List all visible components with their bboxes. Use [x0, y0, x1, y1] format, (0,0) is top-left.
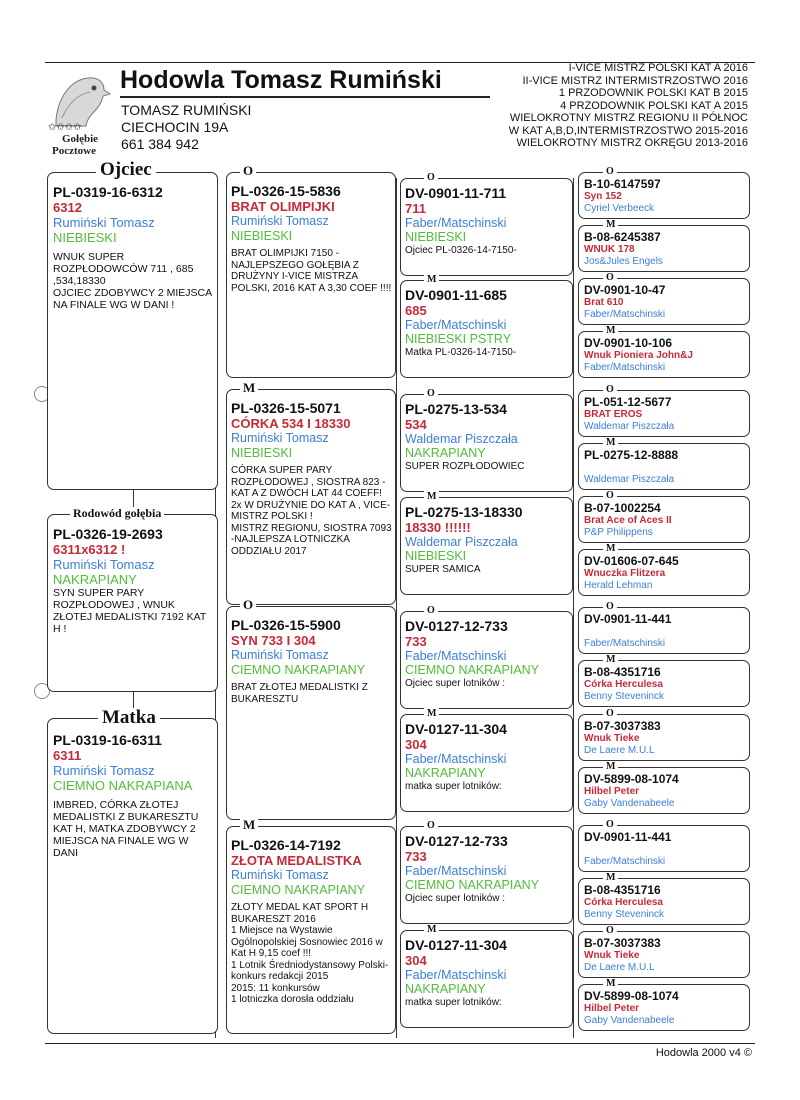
gen4-name: Syn 152: [584, 191, 622, 202]
gen4-breeder: Waldemar Piszczała: [584, 421, 675, 432]
achievement-line: II-VICE MISTRZ INTERMISTRZOSTWO 2016: [522, 74, 748, 87]
great-grandparent-notes: SUPER SAMICA: [405, 564, 481, 575]
grandparent-breeder: Rumiński Tomasz: [231, 868, 329, 882]
grandparent-notes: BRAT OLIMPIJKI 7150 - NAJLEPSZEGO GOŁĘBIA Z DRUŻYNY I-VICE MISTRZA POLSKI, 2016 KAT A 3,30 COEF !!!!: [231, 248, 392, 294]
gen4-breeder: De Laere M.U.L: [584, 745, 655, 756]
great-grandparent-sex-label: O: [424, 605, 438, 616]
gen4-sex-label: O: [603, 384, 617, 395]
gen4-card[interactable]: [578, 172, 750, 219]
grandparent-color: NIEBIESKI: [231, 446, 293, 460]
gen4-name: Córka Herculesa: [584, 679, 663, 690]
gen4-breeder: Gaby Vandenabeele: [584, 1015, 675, 1026]
gen4-ring: B-10-6147597: [584, 177, 661, 191]
grandparent-breeder: Rumiński Tomasz: [231, 431, 329, 445]
great-grandparent-notes: Ojciec super lotników :: [405, 893, 506, 904]
gen4-card[interactable]: [578, 714, 750, 761]
grandparent-name: BRAT OLIMPIJKI: [231, 199, 335, 214]
grandparent-name: ZŁOTA MEDALISTKA: [231, 853, 362, 868]
gen4-card[interactable]: [578, 443, 750, 490]
great-grandparent-card[interactable]: [400, 611, 573, 709]
gen4-name: Brat 610: [584, 297, 624, 308]
gen-connector-2: [396, 178, 397, 1038]
grandparent-color: NIEBIESKI: [231, 229, 293, 243]
gen4-breeder: Jos&Jules Engels: [584, 256, 663, 267]
gen4-sex-label: O: [603, 601, 617, 612]
gen4-card[interactable]: [578, 878, 750, 925]
great-grandparent-color: NIEBIESKI PSTRY: [405, 332, 512, 346]
great-grandparent-sex-label: M: [424, 491, 439, 502]
gen4-card[interactable]: [578, 390, 750, 437]
gen4-ring: PL-051-12-5677: [584, 395, 672, 409]
great-grandparent-ring: DV-0127-11-304: [405, 721, 507, 737]
gen4-name: [584, 844, 746, 856]
great-grandparent-color: CIEMNO NAKRAPIANY: [405, 663, 540, 677]
gen4-card[interactable]: [578, 225, 750, 272]
gen4-name: Hilbel Peter: [584, 1003, 640, 1014]
gen4-breeder: Faber/Matschinski: [584, 856, 666, 867]
achievement-line: 1 PRZODOWNIK POLSKI KAT B 2015: [558, 87, 748, 99]
great-grandparent-breeder: Faber/Matschinski: [405, 968, 507, 982]
gen4-ring: DV-5899-08-1074: [584, 772, 679, 786]
great-grandparent-card[interactable]: [400, 178, 573, 276]
gen4-name: Wnuk Tieke: [584, 950, 640, 961]
grandparent-sex-label: M: [240, 819, 258, 830]
great-grandparent-breeder: Faber/Matschinski: [405, 864, 507, 878]
footer-rule: [45, 1043, 755, 1044]
achievement-line: I-VICE MISTRZ POLSKI KAT A 2016: [568, 62, 748, 74]
great-grandparent-name: 534: [405, 417, 427, 432]
subject-color: NAKRAPIANY: [53, 572, 137, 587]
gen4-breeder: Gaby Vandenabeele: [584, 798, 675, 809]
mother-label: Matka: [98, 708, 160, 728]
great-grandparent-breeder: Waldemar Piszczała: [405, 535, 518, 549]
gen4-breeder: Faber/Matschinski: [584, 309, 666, 320]
great-grandparent-color: NAKRAPIANY: [405, 982, 486, 996]
grandparent-sex-label: O: [240, 599, 256, 610]
logo-stars: ✩✩✩✩: [48, 122, 82, 133]
gen4-ring: DV-0901-11-441: [584, 612, 672, 626]
logo-line-1: Gołębie: [62, 133, 99, 145]
logo-text: [52, 133, 99, 157]
gen4-ring: B-07-3037383: [584, 719, 661, 733]
great-grandparent-notes: matka super lotników:: [405, 781, 502, 792]
achievement-line: WIELOKROTNY MISTRZ OKRĘGU 2013-2016: [516, 137, 748, 149]
gen4-card[interactable]: [578, 331, 750, 378]
father-card[interactable]: [47, 172, 218, 490]
great-grandparent-breeder: Faber/Matschinski: [405, 216, 507, 230]
gen4-card[interactable]: [578, 607, 750, 654]
gen4-sex-label: O: [603, 925, 617, 936]
great-grandparent-notes: matka super lotników:: [405, 997, 502, 1008]
great-grandparent-name: 685: [405, 303, 427, 318]
great-grandparent-name: 304: [405, 737, 427, 752]
gen4-ring: DV-5899-08-1074: [584, 989, 679, 1003]
grandparent-color: CIEMNO NAKRAPIANY: [231, 883, 366, 897]
gen4-breeder: De Laere M.U.L: [584, 962, 655, 973]
gen4-sex-label: M: [603, 761, 618, 772]
gen4-ring: PL-0275-12-8888: [584, 448, 679, 462]
great-grandparent-notes: SUPER ROZPŁODOWIEC: [405, 461, 525, 472]
grandparent-card[interactable]: [226, 172, 396, 378]
subject-card[interactable]: [47, 514, 218, 692]
grandparent-ring: PL-0326-14-7192: [231, 837, 341, 853]
father-color: NIEBIESKI: [53, 230, 117, 245]
gen4-ring: B-08-4351716: [584, 883, 661, 897]
mother-color: CIEMNO NAKRAPIANA: [53, 778, 193, 793]
gen4-name: Wnuk Tieke: [584, 733, 640, 744]
great-grandparent-ring: DV-0127-12-733: [405, 833, 508, 849]
owner-name: TOMASZ RUMIŃSKI: [121, 102, 252, 118]
page-title: Hodowla Tomasz Rumiński: [120, 66, 442, 94]
great-grandparent-name: 733: [405, 634, 427, 649]
great-grandparent-name: 711: [405, 201, 426, 216]
great-grandparent-notes: Ojciec PL-0326-14-7150-: [405, 245, 517, 256]
subject-breeder: Rumiński Tomasz: [53, 557, 155, 572]
gen4-name: Brat Ace of Aces II: [584, 515, 672, 526]
great-grandparent-card[interactable]: [400, 930, 573, 1028]
grandparent-name: CÓRKA 534 I 18330: [231, 416, 351, 431]
great-grandparent-sex-label: O: [424, 172, 438, 183]
great-grandparent-ring: PL-0275-13-18330: [405, 504, 523, 520]
great-grandparent-sex-label: M: [424, 708, 439, 719]
subject-notes: SYN SUPER PARY ROZPŁODOWEJ , WNUK ZŁOTEJ MEDALISTKI 7192 KAT H !: [53, 587, 207, 635]
gen4-card[interactable]: [578, 549, 750, 596]
gen4-ring: B-07-3037383: [584, 936, 661, 950]
grandparent-ring: PL-0326-15-5900: [231, 617, 341, 633]
gen4-ring: B-07-1002254: [584, 501, 661, 515]
grandparent-ring: PL-0326-15-5071: [231, 400, 341, 416]
gen4-sex-label: M: [603, 543, 618, 554]
owner-phone: 661 384 942: [121, 136, 199, 152]
gen4-name: [584, 462, 746, 474]
gen4-card[interactable]: [578, 278, 750, 325]
grandparent-notes: ZŁOTY MEDAL KAT SPORT H BUKARESZT 2016 1 Miejsce na Wystawie Ogólnopolskiej Sosnowiec 2016 w Kat H 9,15 coef !!! 1 Lotnik Średniodystansowy Polski- konkurs redakcji 2015 2015: 11 konkursów 1 lotniczka dorosła oddziału: [231, 902, 389, 1005]
gen4-sex-label: M: [603, 437, 618, 448]
great-grandparent-ring: DV-0901-11-711: [405, 185, 507, 201]
grandparent-color: CIEMNO NAKRAPIANY: [231, 663, 366, 677]
owner-address: CIECHOCIN 19A: [121, 119, 229, 135]
great-grandparent-sex-label: O: [424, 820, 438, 831]
pigeon-logo: [48, 68, 114, 157]
gen4-sex-label: M: [603, 325, 618, 336]
grandparent-sex-label: M: [240, 382, 258, 393]
great-grandparent-ring: PL-0275-13-534: [405, 401, 507, 417]
grandparent-card[interactable]: [226, 606, 396, 820]
gen4-sex-label: M: [603, 872, 618, 883]
great-grandparent-breeder: Faber/Matschinski: [405, 318, 507, 332]
great-grandparent-ring: DV-0127-12-733: [405, 618, 508, 634]
gen4-sex-label: O: [603, 819, 617, 830]
grandparent-name: SYN 733 I 304: [231, 633, 316, 648]
gen4-ring: B-08-6245387: [584, 230, 661, 244]
great-grandparent-sex-label: M: [424, 274, 439, 285]
great-grandparent-card[interactable]: [400, 497, 573, 595]
gen4-breeder: Herald Lehman: [584, 580, 653, 591]
gen4-breeder: Faber/Matschinski: [584, 638, 666, 649]
footer-version: Hodowla 2000 v4 ©: [655, 1047, 752, 1059]
great-grandparent-name: 733: [405, 849, 427, 864]
gen4-card[interactable]: [578, 660, 750, 707]
gen4-name: Wnuk Pioniera John&J: [584, 350, 693, 361]
grandparent-sex-label: O: [240, 165, 256, 176]
gen4-card[interactable]: [578, 931, 750, 978]
great-grandparent-color: CIEMNO NAKRAPIANY: [405, 878, 540, 892]
title-underline: [120, 96, 490, 98]
gen4-name: [584, 626, 746, 638]
achievement-line: W KAT A,B,D,INTERMISTRZOSTWO 2015-2016: [508, 124, 748, 137]
gen4-name: Córka Herculesa: [584, 897, 663, 908]
gen-connector-3: [573, 178, 574, 1038]
grandparent-notes: CÓRKA SUPER PARY ROZPŁODOWEJ , SIOSTRA 823 -KAT A Z DWÓCH LAT 44 COEFF! 2x W DRUŻYNIE DO KAT A , VICE-MISTRZ POLSKI ! MISTRZ REGIONU, SIOSTRA 7093 -NAJLEPSZA LOTNICZKA ODDZIAŁU 2017: [231, 465, 392, 557]
mother-ring: PL-0319-16-6311: [53, 732, 162, 748]
mother-card[interactable]: [47, 718, 218, 1034]
subject-name: 6311x6312 !: [53, 542, 126, 557]
gen4-breeder: Benny Steveninck: [584, 909, 665, 920]
gen4-name: Wnuczka Flitzera: [584, 568, 666, 579]
pigeon-head-icon: [48, 68, 114, 128]
gen4-breeder: P&P Philippens: [584, 527, 653, 538]
gen4-name: WNUK 178: [584, 244, 635, 255]
great-grandparent-breeder: Waldemar Piszczała: [405, 432, 518, 446]
father-name: 6312: [53, 200, 82, 215]
great-grandparent-ring: DV-0901-11-685: [405, 287, 507, 303]
great-grandparent-name: 18330 !!!!!!: [405, 520, 471, 535]
gen4-ring: DV-0901-10-47: [584, 283, 666, 297]
gen4-breeder: Waldemar Piszczała: [584, 474, 675, 485]
gen4-name: BRAT EROS: [584, 409, 643, 420]
achievement-line: WIELOKROTNY MISTRZ REGIONU II PÓŁNOC: [509, 112, 748, 124]
gen4-card[interactable]: [578, 496, 750, 543]
owner-block: [121, 102, 251, 153]
gen4-ring: B-08-4351716: [584, 665, 661, 679]
grandparent-notes: BRAT ZŁOTEJ MEDALISTKI Z BUKARESZTU: [231, 682, 368, 705]
great-grandparent-card[interactable]: [400, 826, 573, 924]
grandparent-card[interactable]: [226, 389, 396, 605]
gen4-breeder: Cyriel Verbeeck: [584, 203, 655, 214]
great-grandparent-card[interactable]: [400, 280, 573, 378]
pedigree-label: Rodowód gołębia: [70, 507, 164, 520]
great-grandparent-breeder: Faber/Matschinski: [405, 649, 507, 663]
great-grandparent-ring: DV-0127-11-304: [405, 937, 507, 953]
gen4-ring: DV-0901-11-441: [584, 830, 672, 844]
great-grandparent-notes: Ojciec super lotników :: [405, 678, 506, 689]
gen4-sex-label: O: [603, 166, 617, 177]
father-breeder: Rumiński Tomasz: [53, 215, 155, 230]
gen4-ring: DV-0901-10-106: [584, 336, 673, 350]
gen4-sex-label: M: [603, 654, 618, 665]
logo-line-2: Pocztowe: [52, 145, 96, 157]
gen4-name: Hilbel Peter: [584, 786, 640, 797]
great-grandparent-color: NAKRAPIANY: [405, 446, 486, 460]
father-label: Ojciec: [96, 160, 156, 180]
gen4-breeder: Benny Steveninck: [584, 691, 665, 702]
grandparent-breeder: Rumiński Tomasz: [231, 214, 329, 228]
great-grandparent-card[interactable]: [400, 714, 573, 812]
grandparent-card[interactable]: [226, 826, 396, 1034]
gen4-card[interactable]: [578, 984, 750, 1031]
gen4-sex-label: O: [603, 708, 617, 719]
achievements-list: [509, 62, 748, 150]
gen4-sex-label: O: [603, 272, 617, 283]
mother-notes: IMBRED, CÓRKA ZŁOTEJ MEDALISTKI Z BUKARESZTU KAT H, MATKA ZDOBYWCY 2 MIEJSCA NA FINALE WG W DANI: [53, 799, 199, 859]
great-grandparent-sex-label: M: [424, 924, 439, 935]
great-grandparent-color: NAKRAPIANY: [405, 766, 486, 780]
gen4-breeder: Faber/Matschinski: [584, 362, 666, 373]
great-grandparent-breeder: Faber/Matschinski: [405, 752, 507, 766]
subject-ring: PL-0326-19-2693: [53, 526, 163, 542]
great-grandparent-name: 304: [405, 953, 427, 968]
gen4-card[interactable]: [578, 767, 750, 814]
gen4-ring: DV-01606-07-645: [584, 554, 679, 568]
achievement-line: 4 PRZODOWNIK POLSKI KAT A 2015: [560, 99, 748, 112]
gen4-sex-label: M: [603, 219, 618, 230]
grandparent-ring: PL-0326-15-5836: [231, 183, 341, 199]
great-grandparent-color: NIEBIESKI: [405, 230, 467, 244]
gen4-sex-label: O: [603, 490, 617, 501]
great-grandparent-color: NIEBIESKI: [405, 549, 467, 563]
gen4-sex-label: M: [603, 978, 618, 989]
great-grandparent-notes: Matka PL-0326-14-7150-: [405, 347, 517, 358]
gen4-card[interactable]: [578, 825, 750, 872]
great-grandparent-sex-label: O: [424, 388, 438, 399]
great-grandparent-card[interactable]: [400, 394, 573, 492]
mother-breeder: Rumiński Tomasz: [53, 763, 155, 778]
mother-name: 6311: [53, 748, 82, 763]
father-notes: WNUK SUPER ROZPŁODOWCÓW 711 , 685 ,534,18330 OJCIEC ZDOBYWCY 2 MIEJSCA NA FINALE WG W DANI !: [53, 251, 212, 311]
grandparent-breeder: Rumiński Tomasz: [231, 648, 329, 662]
father-ring: PL-0319-16-6312: [53, 184, 163, 200]
